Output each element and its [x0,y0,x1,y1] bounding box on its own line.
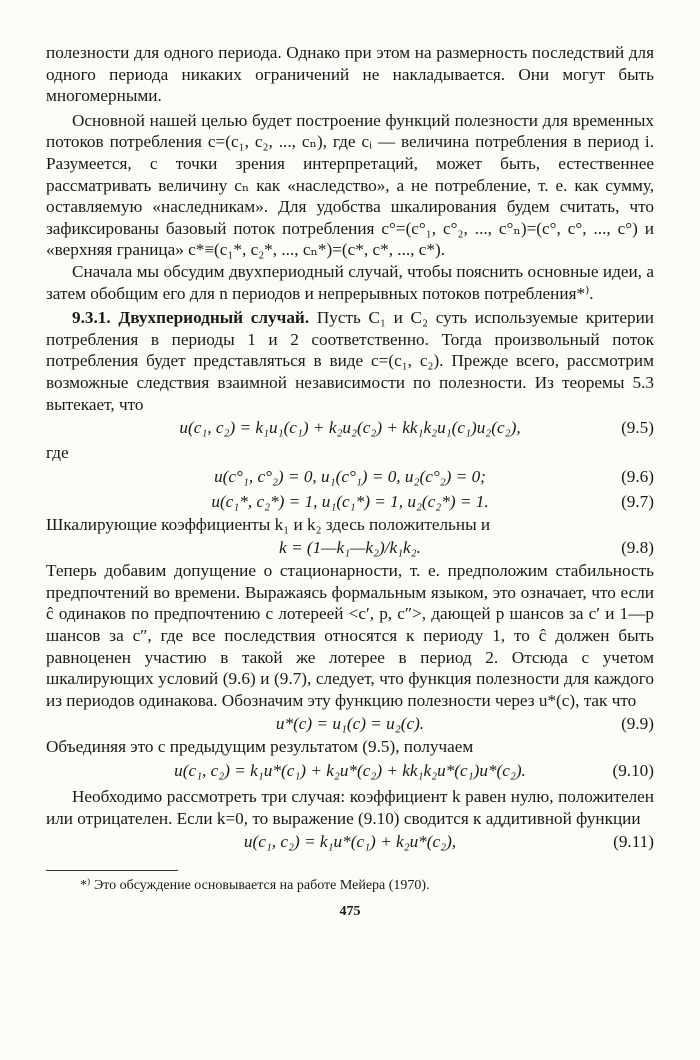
equation-formula: u(c₁, c₂) = k₁u₁(c₁) + k₂u₂(c₂) + kk₁k₂u₁(c₁)u₂(c₂), [179,418,521,438]
section-9-3-1 [46,307,654,415]
equation-number: (9.9) [621,714,654,734]
equation-formula: u*(c) = u₁(c) = u₂(c). [275,714,425,734]
equation-number: (9.6) [621,466,654,486]
equation-9-8 [46,535,654,560]
equation-9-11 [46,829,654,854]
footnote: *⁾ Это обсуждение основывается на работе Мейера (1970). [80,878,430,894]
equation-number: (9.5) [621,418,654,438]
paragraph-three-cases: Необходимо рассмотреть три случая: коэффициент k равен нулю, положителен или отрицателен. Если k=0, то выражение (9.10) сводится к аддитивной функции [46,787,654,828]
equation-number: (9.11) [613,832,654,852]
section-intro-text: Пусть C₁ и C₂ суть используемые критерии потребления в периоды 1 и 2 соответственно. Тогда произвольный поток потребления будет представляться в виде c=(c₁, c₂). Прежде всего, рассмотрим возможные следствия взаимной независимости по полезности. Из теоремы 5.3 вытекает, что [46,308,654,414]
equation-9-7 [46,489,654,514]
paragraph-combining: Объединяя это с предыдущим результатом (9.5), получаем [46,737,474,757]
equation-9-6 [46,464,654,489]
paragraph-continuation: полезности для одного периода. Однако при этом на размерность последствий для одного периода никаких ограничений не накладывается. Они могут быть многомерными. [46,43,654,106]
equation-9-10 [46,758,654,783]
equation-formula: u(c₁*, c₂*) = 1, u₁(c₁*) = 1, u₂(c₂*) = 1. [211,491,489,511]
equation-number: (9.7) [621,491,654,511]
footnote-divider [46,870,178,871]
equation-formula: k = (1—k₁—k₂)/k₁k₂. [279,538,421,558]
paragraph-plan: Сначала мы обсудим двухпериодный случай, чтобы пояснить основные идеи, а затем обобщим его для n периодов и непрерывных потоков потребления*⁾. [46,261,654,303]
page-body [46,42,654,923]
equation-number: (9.10) [612,761,654,781]
equation-number: (9.8) [621,538,654,558]
paragraph-coefficients: Шкалирующие коэффициенты k₁ и k₂ здесь положительны и [46,514,491,534]
page-number: 475 [339,904,361,920]
equation-formula: u(c₁, c₂) = k₁u*(c₁) + k₂u*(c₂), [243,832,457,852]
section-heading: 9.3.1. Двухпериодный случай. [72,308,310,328]
word-where: где [46,443,69,463]
equation-formula: u(c°₁, c°₂) = 0, u₁(c°₁) = 0, u₂(c°₂) = 0; [214,466,486,486]
equation-9-9 [46,711,654,736]
equation-9-5 [46,415,654,440]
equation-formula: u(c₁, c₂) = k₁u*(c₁) + k₂u*(c₂) + kk₁k₂u*(c₁)u*(c₂). [174,761,526,781]
paragraph-stationarity: Теперь добавим допущение о стационарности, т. е. предположим стабильность предпочтений во времени. Выражаясь формальным языком, это означает, что если ĉ одинаков по предпочтению с лотереей <c′, p, c″>, дающей p шансов за c′ и 1—p шансов за c″, где все последствия относятся к периоду 1, то ĉ должен быть равноценен участию в такой же лотерее в период 2. Отсюда с учетом шкалирующих условий (9.6) и (9.7), следует, что функция полезности для каждого из периодов одинакова. Обозначим эту функцию полезности через u*(c), так что [46,561,654,710]
paragraph-goal: Основной нашей целью будет построение функций полезности для временных потоков потребления c=(c₁, c₂, ..., cₙ), где cᵢ — величина потребления в период i. Разумеется, с точки зрения интерпретаций, может быть, естественнее рассматривать величину cₙ как «наследство», а не потребление, т. е. как сумму, оставляемую «наследникам». Для удобства шкалирования будем считать, что зафиксированы базовый поток потребления c°=(c°₁, c°₂, ..., c°ₙ)=(c°, c°, ..., c°) и «верхняя граница» c*≡(c₁*, c₂*, ..., cₙ*)=(c*, c*, ..., c*). [46,110,654,260]
